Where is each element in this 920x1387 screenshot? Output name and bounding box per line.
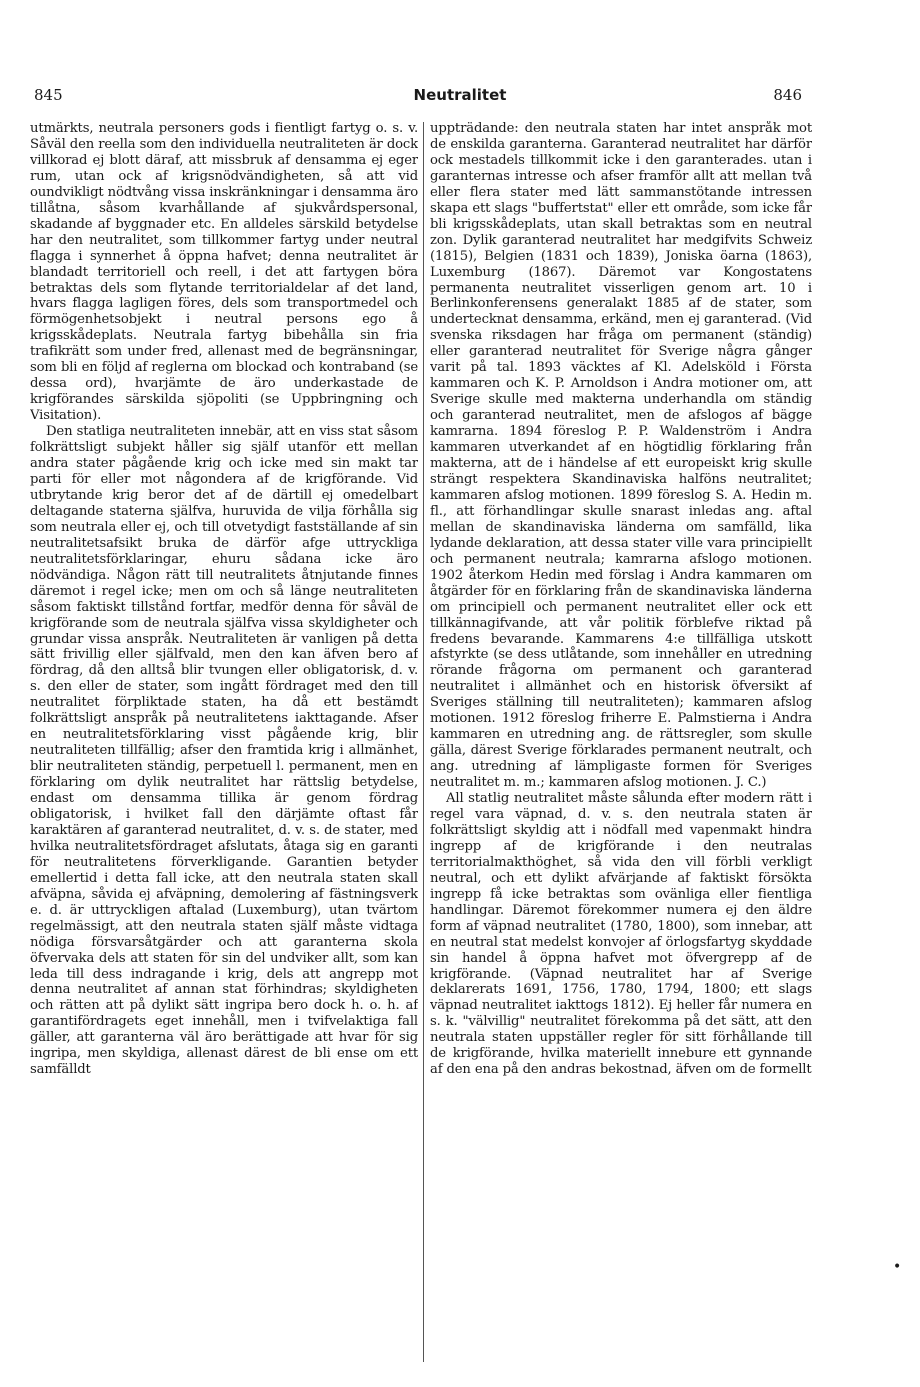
running-title: Neutralitet — [413, 86, 507, 104]
paragraph: utmärkts, neutrala personers gods i fientligt fartyg o. s. v. Såväl den reella som den individuella neutraliteten är dock villkorad ej blott däraf, att missbruk af densamma ej eger rum, utan ock af krigsnödvändigheten, så att vid oundvikligt nödtvång vissa inskränkningar i densamma äro tillåtna, såsom kvarhållande af sjukvårdspersonal, skadande af byggnader etc. En alldeles särskild betydelse har den neutralitet, som tillkommer fartyg under neutral flagga i synnerhet å öppna hafvet; denna neutralitet är blandadt territoriell och reell, i det att fartygen böra betraktas dels som flytande territorialdelar af det land, hvars flagga lagligen föres, dels som transportmedel och förmögenhetsobjekt i neutral persons ego å krigsskådeplats. Neutrala fartyg bibehålla sin fria trafikrätt som under fred, allenast med de begränsningar, som bli en följd af reglerna om blockad och kontraband (se dessa ord), hvarjämte de äro underkastade de krigförandes särskilda sjöpoliti (se Uppbringning och Visitation). — [30, 121, 418, 424]
margin-mark: • — [893, 1259, 902, 1275]
page-number-right: 846 — [773, 86, 802, 104]
right-column — [430, 121, 812, 1366]
running-header — [0, 86, 920, 110]
left-column — [30, 121, 418, 1366]
paragraph: Den statliga neutraliteten innebär, att en viss stat såsom folkrättsligt subjekt håller sig själf utanför ett mellan andra stater pågående krig och icke med sin makt tar parti för eller mot någondera af de krigförande. Vid utbrytande krig beror det af de därtill ej omedelbart deltagande staterna själfva, huruvida de vilja förhålla sig som neutrala eller ej, och till otvetydigt fastställande af sin neutralitetsafsikt bruka de därför afge uttryckliga neutralitetsförklaringar, ehuru sådana icke äro nödvändiga. Någon rätt till neutralitets åtnjutande finnes däremot i regel icke; men om och så länge neutraliteten såsom faktiskt tillstånd fortfar, medför denna för såväl de krigförande som de neutrala själfva vissa skyldigheter och grundar vissa anspråk. Neutraliteten är vanligen på detta sätt frivillig eller själfvald, men den kan äfven bero af fördrag, då den alltså blir tvungen eller obligatorisk, d. v. s. den eller de stater, som ingått fördraget med den till neutralitet förpliktade staten, ha då ett bestämdt folkrättsligt anspråk på neutralitetens iakttagande. Afser en neutralitetsförklaring visst pågående krig, blir neutraliteten tillfällig; afser den framtida krig i allmänhet, blir neutraliteten ständig, perpetuell l. permanent, men en förklaring om dylik neutralitet har rättslig betydelse, endast om densamma tillika är genom fördrag obligatorisk, i hvilket fall den därjämte oftast får karaktären af garanterad neutralitet, d. v. s. de stater, med hvilka neutralitetsfördraget afslutats, åtaga sig en garanti för neutralitetens förverkligande. Garantien betyder emellertid i detta fall icke, att den neutrala staten skall afväpna, såvida ej afväpning, demolering af fästningsverk e. d. är uttryckligen aftalad (Luxemburg), utan tvärtom regelmässigt, att den neutrala staten själf måste vidtaga nödiga försvarsåtgärder och att garanterna skola öfvervaka dels att staten för sin del undviker allt, som kan leda till dess indragande i krig, dels att angrepp mot denna neutralitet af annan stat förhindras; skyldigheten och rätten att på dylikt sätt ingripa bero dock h. o. h. af garantifördragets eget innehåll, men i tvifvelaktiga fall gäller, att garanterna väl äro berättigade att hvar för sig ingripa, men skyldiga, allenast därest de bli ense om ett samfälldt — [30, 424, 418, 1078]
paragraph: All statlig neutralitet måste sålunda efter modern rätt i regel vara väpnad, d. v. s. den neutrala staten är folkrättsligt skyldig att i nödfall med vapenmakt hindra ingrepp af de krigförande i den neutralas territorialmakthöghet, så vida den vill förbli verkligt neutral, och ett dylikt afvärjande af faktiskt försökta ingrepp få icke betraktas som ovänliga eller fientliga handlingar. Däremot förekommer numera ej den äldre form af väpnad neutralitet (1780, 1800), som innebar, att en neutral stat medelst konvojer af örlogsfartyg skyddade sin handel å öppna hafvet mot öfvergrepp af de krigförande. (Väpnad neutralitet har af Sverige deklarerats 1691, 1756, 1780, 1794, 1800; ett slags väpnad neutralitet iakttogs 1812). Ej heller får numera en s. k. "välvillig" neutralitet förekomma på det sätt, att den neutrala staten uppställer regler för sitt förhållande till de krigförande, hvilka materiellt innebure ett gynnande af den ena på den andras bekostnad, äfven om de formellt — [430, 791, 812, 1078]
page-number-left: 845 — [34, 86, 63, 104]
column-divider — [423, 122, 424, 1362]
paragraph: uppträdande: den neutrala staten har intet anspråk mot de enskilda garanterna. Garanterad neutralitet har därför ock mestadels tillkommit icke i den garanterades. utan i garanternas intresse och afser framför allt att mellan två eller flera stater med lätt sammanstötande intressen skapa ett slags "buffertstat" eller ett område, som icke får bli krigsskådeplats, utan skall betraktas som en neutral zon. Dylik garanterad neutralitet har medgifvits Schweiz (1815), Belgien (1831 och 1839), Joniska öarna (1863), Luxemburg (1867). Däremot var Kongostatens permanenta neutralitet visserligen genom art. 10 i Berlinkonferensens generalakt 1885 af de stater, som undertecknat densamma, erkänd, men ej garanterad. (Vid svenska riksdagen har fråga om permanent (ständig) eller garanterad neutralitet för Sverige några gånger varit på tal. 1893 väcktes af Kl. Adelsköld i Första kammaren och K. P. Arnoldson i Andra motioner om, att Sverige skulle med makterna underhandla om ständig och garanterad neutralitet, men de afslogos af bägge kamrarna. 1894 föreslog P. P. Waldenström i Andra kammaren utverkandet af en högtidlig förklaring från makterna, att de i händelse af ett europeiskt krig skulle strängt respektera Skandinaviska halföns neutralitet; kammaren afslog motionen. 1899 föreslog S. A. Hedin m. fl., att förhandlingar skulle snarast inledas ang. aftal mellan de skandinaviska länderna om samfälld, lika lydande deklaration, att dessa stater ville vara principiellt och permanent neutrala; kamrarna afslogo motionen. 1902 återkom Hedin med förslag i Andra kammaren om åtgärder för en förklaring från de skandinaviska länderna om principiell och permanent neutralitet eller ock ett tillkännagifvande, att vår politik förblefve riktad på fredens bevarande. Kammarens 4:e tillfälliga utskott afstyrkte (se dess utlåtande, som innehåller en utredning rörande frågorna om permanent och garanterad neutralitet i allmänhet och en historisk öfversikt af Sveriges ställning till neutraliteten); kammaren afslog motionen. 1912 föreslog friherre E. Palmstierna i Andra kammaren en utredning ang. de rättsregler, som skulle gälla, därest Sverige förklarades permanent neutralt, och ang. utredning af lämpligaste formen för Sveriges neutralitet m. m.; kammaren afslog motionen. J. C.) — [430, 121, 812, 791]
